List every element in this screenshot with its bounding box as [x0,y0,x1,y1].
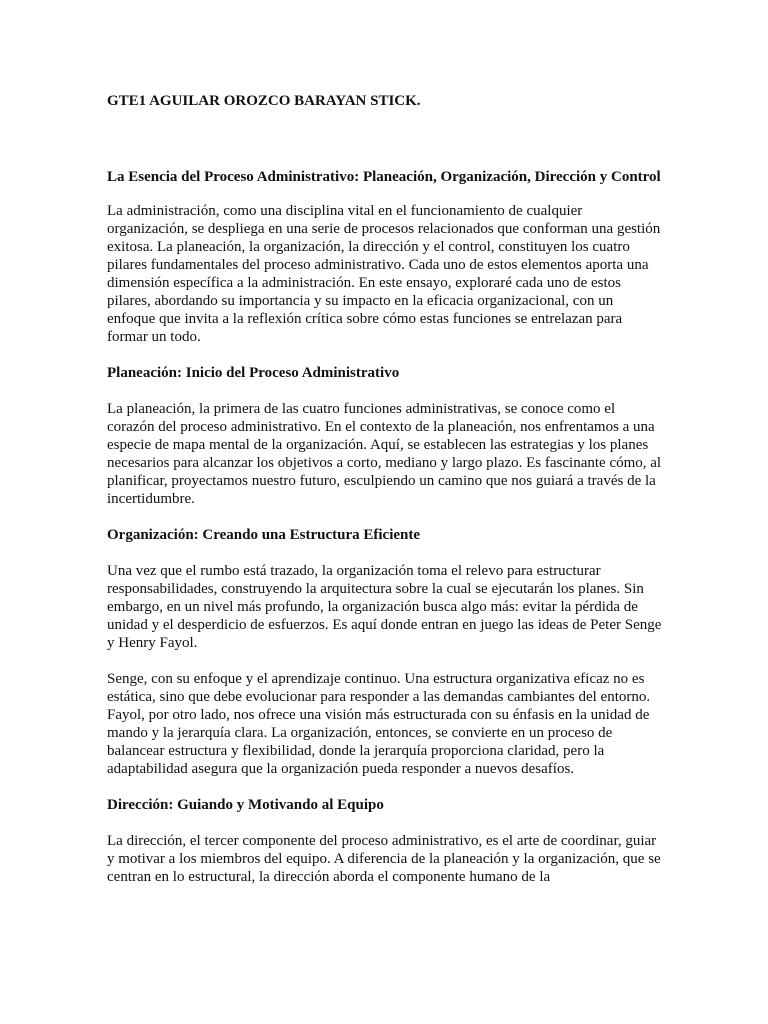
intro-paragraph: La administración, como una disciplina vital en el funcionamiento de cualquier organización, se despliega en una serie de procesos relacionados que conforman una gestión exitosa. La planeación, la organización, la dirección y el control, constituyen los cuatro pilares fundamentales del proceso administrativo. Cada uno de estos elementos aporta una dimensión específica a la administración. En este ensayo, exploraré cada uno de estos pilares, abordando su importancia y su impacto en la eficacia organizacional, con un enfoque que invita a la reflexión crítica sobre cómo estas funciones se entrelazan para formar un todo. [107,203,661,345]
section-heading: Organización: Creando una Estructura Eficiente [107,527,421,543]
section-planeacion [107,364,663,508]
document-body [107,92,663,886]
section-paragraph: La dirección, el tercer componente del proceso administrativo, es el arte de coordinar, guiar y motivar a los miembros del equipo. A diferencia de la planeación y la organización, que se centran en lo estructural, la dirección aborda el componente humano de la [107,833,661,885]
essay-title: La Esencia del Proceso Administrativo: Planeación, Organización, Dirección y Control [107,169,661,185]
section-organizacion [107,526,663,778]
section-heading: Dirección: Guiando y Motivando al Equipo [107,797,384,813]
section-paragraph: Una vez que el rumbo está trazado, la organización toma el relevo para estructurar responsabilidades, construyendo la arquitectura sobre la cual se ejecutarán los planes. Sin embargo, en un nivel más profundo, la organización busca algo más: evitar la pérdida de unidad y el desperdicio de esfuerzos. Es aquí donde entran en juego las ideas de Peter Senge y Henry Fayol. [107,563,662,651]
section-direccion [107,796,663,886]
section-paragraph: Senge, con su enfoque y el aprendizaje continuo. Una estructura organizativa eficaz no es estática, sino que debe evolucionar para responder a las demandas cambiantes del entorno. Fayol, por otro lado, nos ofrece una visión más estructurada con su énfasis en la unidad de mando y la jerarquía clara. La organización, entonces, se convierte en un proceso de balancear estructura y flexibilidad, donde la jerarquía proporciona claridad, pero la adaptabilidad asegura que la organización pueda responder a nuevos desafíos. [107,671,651,777]
section-paragraph: La planeación, la primera de las cuatro funciones administrativas, se conoce como el corazón del proceso administrativo. En el contexto de la planeación, nos enfrentamos a una especie de mapa mental de la organización. Aquí, se establecen las estrategias y los planes necesarios para alcanzar los objetivos a corto, mediano y largo plazo. Es fascinante cómo, al planificar, proyectamos nuestro futuro, esculpiendo un camino que nos guiará a través de la incertidumbre. [107,401,662,507]
document-header: GTE1 AGUILAR OROZCO BARAYAN STICK. [107,93,421,109]
section-heading: Planeación: Inicio del Proceso Administrativo [107,365,400,381]
